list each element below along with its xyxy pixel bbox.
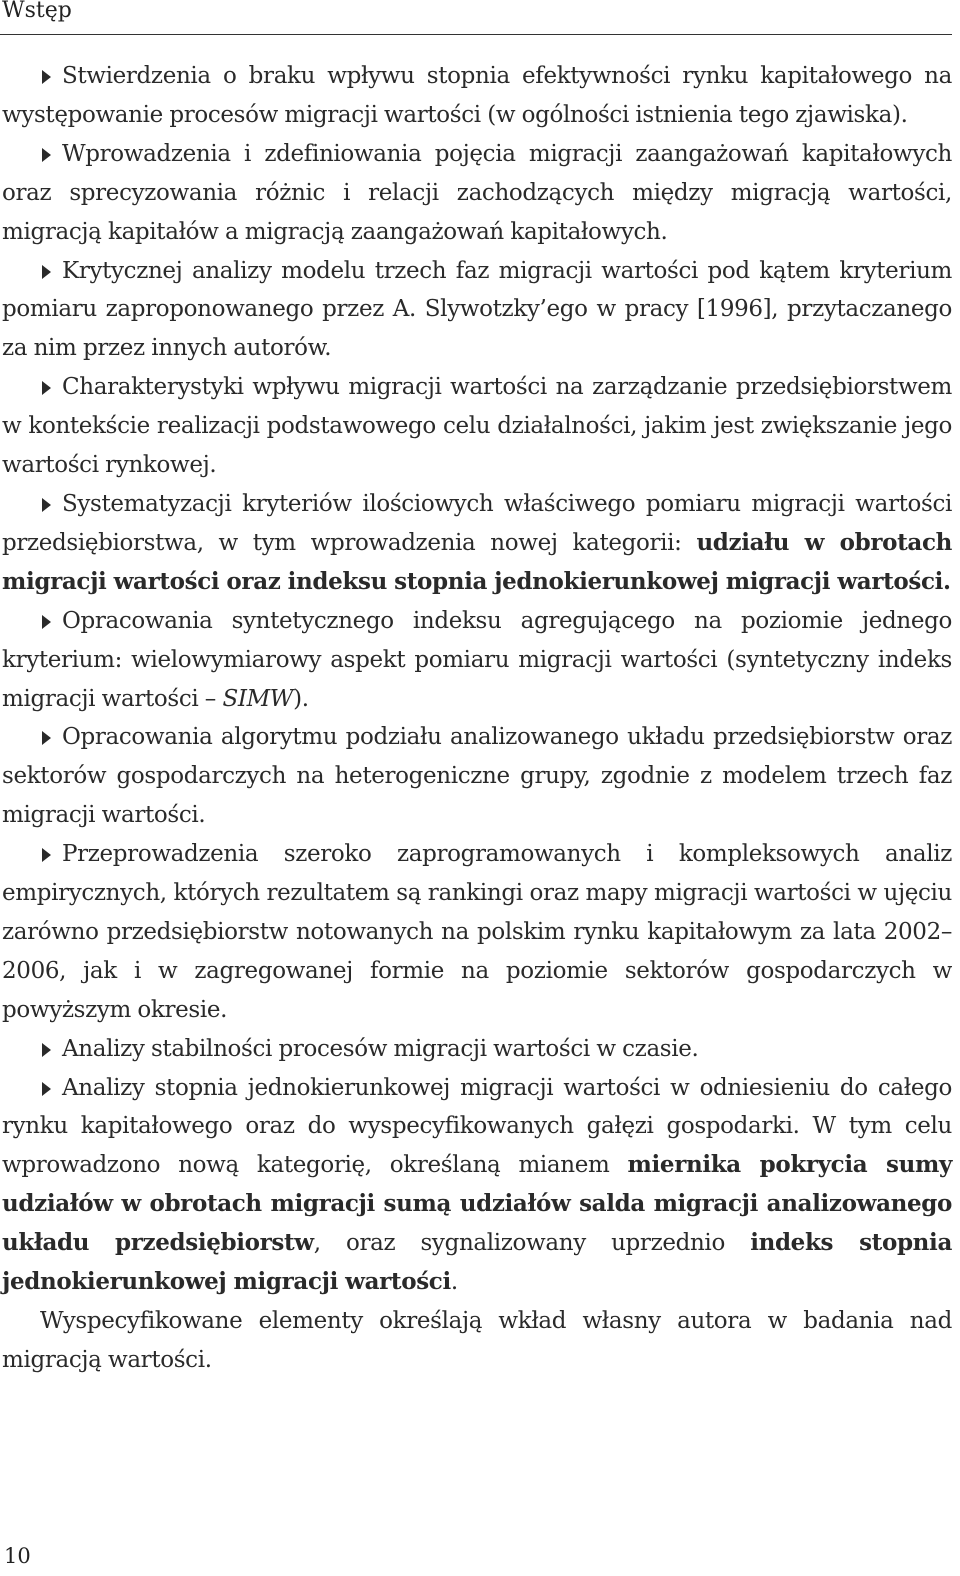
list-item: Analizy stopnia jednokierunkowej migracji wartości w odniesieniu do całego rynku kapitałowego oraz do wyspecyfikowanych gałęzi gospodarki. W tym celu wprowadzono nową kategorię, określaną mianem miernika pokrycia sumy udziałów w obrotach migracji sumą udziałów salda migracji analizowanego układu przedsiębiorstw, oraz sygnalizowany uprzednio indeks stopnia jednokierunkowej migracji wartości.: [2, 1074, 952, 1296]
triangle-right-icon: [42, 615, 51, 629]
list-item: Analizy stabilności procesów migracji wartości w czasie.: [2, 1030, 952, 1069]
list-item: Krytycznej analizy modelu trzech faz migracji wartości pod kątem kryterium pomiaru zaproponowanego przez A. Slywotzky’ego w pracy [1996], przytaczanego za nim przez innych autorów.: [2, 257, 952, 362]
triangle-right-icon: [42, 1082, 51, 1096]
triangle-right-icon: [42, 498, 51, 512]
italic-term: SIMW: [222, 685, 294, 712]
list-item: Opracowania algorytmu podziału analizowanego układu przedsiębiorstw oraz sektorów gospodarczych na heterogeniczne grupy, zgodnie z modelem trzech faz migracji wartości.: [2, 724, 952, 829]
list-item: Charakterystyki wpływu migracji wartości na zarządzanie przedsiębiorstwem w kontekście realizacji podstawowego celu działalności, jakim jest zwiększanie jego wartości rynkowej.: [2, 374, 952, 479]
triangle-right-icon: [42, 731, 51, 745]
body-text: [2, 57, 952, 1380]
triangle-right-icon: [42, 848, 51, 862]
triangle-right-icon: [42, 70, 51, 84]
list-item: Opracowania syntetycznego indeksu agregującego na poziomie jednego kryterium: wielowymiarowy aspekt pomiaru migracji wartości (syntetyczny indeks migracji wartości – SIMW).: [2, 607, 952, 712]
bold-term: miernika pokrycia sumy udziałów w obrotach migracji sumą udziałów salda migracji analizowanego układu przedsiębiorstw: [2, 1151, 952, 1257]
header-rule: [0, 34, 952, 35]
list-item: Wprowadzenia i zdefiniowania pojęcia migracji zaangażowań kapitałowych oraz sprecyzowania różnic i relacji zachodzących między migracją wartości, migracją kapitałów a migracją zaangażowań kapitałowych.: [2, 140, 952, 245]
bold-term: udziału w obrotach migracji wartości oraz indeksu stopnia jednokierunkowej migracji wartości.: [2, 528, 952, 595]
triangle-right-icon: [42, 148, 51, 162]
triangle-right-icon: [42, 381, 51, 395]
list-item: Stwierdzenia o braku wpływu stopnia efektywności rynku kapitałowego na występowanie procesów migracji wartości (w ogólności istnienia tego zjawiska).: [2, 63, 952, 128]
page-number: 10: [4, 1544, 31, 1568]
closing-paragraph: Wyspecyfikowane elementy określają wkład własny autora w badania nad migracją wartości.: [2, 1308, 952, 1373]
triangle-right-icon: [42, 1043, 51, 1057]
running-head: Wstęp: [2, 0, 72, 23]
bold-term: indeks stopnia jednokierunkowej migracji wartości: [2, 1229, 952, 1296]
list-item: Systematyzacji kryteriów ilościowych właściwego pomiaru migracji wartości przedsiębiorstwa, w tym wprowadzenia nowej kategorii: udziału w obrotach migracji wartości oraz indeksu stopnia jednokierunkowej migracji wartości.: [2, 490, 952, 595]
list-item: Przeprowadzenia szeroko zaprogramowanych i kompleksowych analiz empirycznych, których rezultatem są rankingi oraz mapy migracji wartości w ujęciu zarówno przedsiębiorstw notowanych na polskim rynku kapitałowym za lata 2002–2006, jak i w zagregowanej formie na poziomie sektorów gospodarczych w powyższym okresie.: [2, 841, 952, 1023]
triangle-right-icon: [42, 265, 51, 279]
